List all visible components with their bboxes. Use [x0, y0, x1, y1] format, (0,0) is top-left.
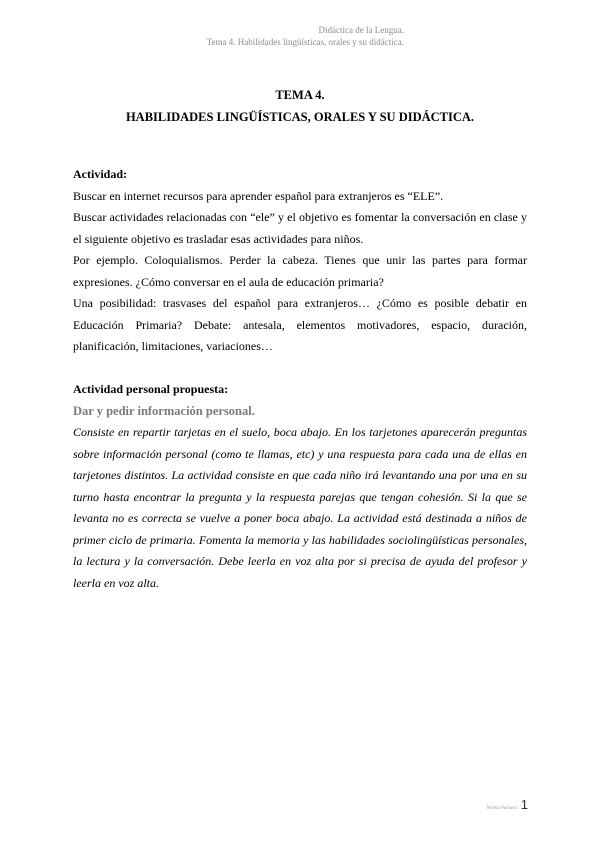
actividad-paragraph-1: Buscar en internet recursos para aprender español para extranjeros es “ELE”. [73, 188, 444, 203]
running-header [207, 24, 404, 48]
document-body [73, 164, 527, 594]
page-footer [487, 797, 528, 812]
propuesta-text: Consiste en repartir tarjetas en el suelo, boca abajo. En los tarjetones aparecerán preguntas sobre información personal (como te llamas, etc) y una respuesta para cada una de ellas en tarjetones distintos. La actividad consiste en que cada niño irá levantando una por una en su turno hasta encontrar la pregunta y la respuesta parejas que tengan cohesión. Si la que se levanta no es correcta se vuelve a poner boca abajo. La actividad está destinada a niños de primer ciclo de primaria. Fomenta la memoria y las habilidades sociolingüísticas personales, la lectura y la conversación. Debe leerla en voz alta por si precisa de ayuda del profesor y leerla en voz alta. [73, 425, 527, 590]
actividad-heading: Actividad: [73, 167, 127, 181]
page-number: 1 [520, 797, 528, 812]
actividad-paragraph-2: Buscar actividades relacionadas con “ele” y el objetivo es fomentar la conversación en clase y el siguiente objetivo es trasladar esas actividades para niños. [73, 210, 527, 246]
header-course: Didáctica de la Lengua. [318, 25, 404, 35]
title-line-1: TEMA 4. [275, 88, 325, 102]
actividad-paragraph-3: Por ejemplo. Coloquialismos. Perder la cabeza. Tienes que unir las partes para formar expresiones. ¿Cómo conversar en el aula de educación primaria? [73, 253, 527, 289]
footer-author: Noelia Pacheco [486, 806, 518, 811]
document-title [0, 84, 600, 128]
propuesta-heading: Actividad personal propuesta: [73, 382, 229, 396]
spacer [73, 358, 527, 380]
actividad-paragraph-4: Una posibilidad: trasvases del español para extranjeros… ¿Cómo es posible debatir en Educación Primaria? Debate: antesala, elementos motivadores, espacio, duración, planificación, limitaciones, variaciones… [73, 296, 527, 353]
title-line-2: HABILIDADES LINGÜÍSTICAS, ORALES Y SU DIDÁCTICA. [125, 110, 475, 124]
propuesta-subheading: Dar y pedir información personal. [73, 403, 255, 418]
header-topic: Tema 4. Habilidades lingüísticas, orales y su didáctica. [206, 37, 404, 47]
